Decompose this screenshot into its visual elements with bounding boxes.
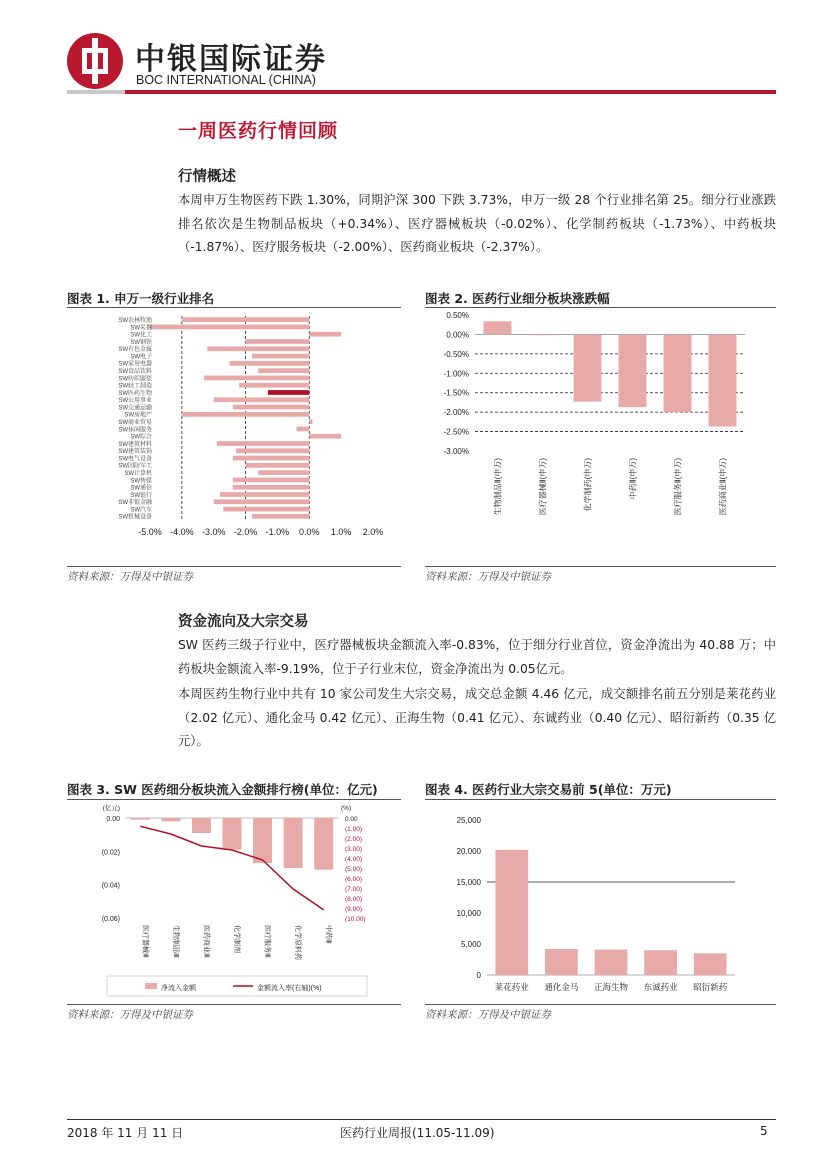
fig4-ytick-label: 20,000 (456, 847, 481, 856)
footer-page-number: 5 (760, 1124, 768, 1138)
fig3-bar (314, 818, 333, 870)
fig1-category-label: SW家用电器 (118, 361, 152, 368)
fig4-bar (694, 953, 727, 975)
fig3-right-tick-label: (6.00) (345, 876, 362, 883)
fig1-bar (297, 427, 310, 432)
fig2-chart (425, 308, 776, 563)
fig3-right-tick-label: (1.00) (345, 826, 362, 833)
fig1-category-label: SW建筑材料 (118, 441, 152, 448)
fig3-left-tick-label: (0.06) (101, 916, 120, 923)
overview-heading: 行情概述 (178, 169, 236, 185)
fig1-bar (207, 346, 309, 351)
fig4-category-label: 通化金马 (544, 982, 579, 992)
footer-report-name: 医药行业周报(11.05-11.09) (340, 1126, 495, 1140)
fig2-category-label: 医疗服务Ⅱ(申万) (673, 458, 683, 516)
fig3-category-label: 医疗器械Ⅲ (141, 925, 149, 958)
fig1-category-label: SW农林牧渔 (118, 318, 152, 325)
fig4-bar (545, 949, 578, 975)
fig1-bar (204, 376, 309, 381)
fig3-category-label: 化学制剂 (233, 925, 240, 953)
header-rule (125, 90, 776, 94)
fig1-category-label: SW银行 (130, 492, 152, 499)
fig3-title: 图表 3. SW 医药细分板块流入金额排行榜(单位：亿元) (67, 782, 378, 797)
fig1-bar (268, 390, 309, 395)
fig2-ytick-label: 0.00% (446, 330, 469, 340)
fig1-category-label: SW医药生物 (118, 390, 152, 397)
fig2-category-label: 医药商业Ⅱ(申万) (718, 458, 728, 516)
fig3-right-tick-label: (5.00) (345, 866, 362, 873)
fig1-bar (252, 514, 309, 519)
fig1-bar (217, 441, 309, 446)
fig4-category-label: 莱花药业 (494, 982, 529, 992)
fig1-bar (214, 499, 310, 504)
fig1-xtick-label: 0.0% (299, 527, 320, 537)
fig1-bar (233, 456, 309, 461)
fig1-bar (182, 412, 309, 417)
fig3-bar (223, 818, 242, 850)
fig1-category-label: SW商业贸易 (118, 420, 152, 427)
fig2-bar (529, 334, 557, 335)
fig1-title: 图表 1. 申万一级行业排名 (67, 291, 215, 306)
fig1-category-label: SW轻工制造 (118, 383, 152, 390)
fig4-bar (595, 950, 628, 975)
fig1-category-label: SW房地产 (124, 412, 152, 419)
fig1-bar (309, 434, 341, 439)
fig1-bar (258, 368, 309, 373)
fig3-right-tick-label: (3.00) (345, 846, 362, 853)
fig2-title: 图表 2. 医药行业细分板块涨跌幅 (425, 291, 610, 306)
fig4-ytick-label: 15,000 (456, 878, 481, 887)
fig1-bar (246, 339, 310, 344)
fig1-bar (220, 492, 309, 497)
fig4-category-label: 东诚药业 (643, 982, 678, 992)
fig1-bar (233, 478, 309, 483)
fig1-bar (309, 419, 312, 424)
fig3-left-axis-unit: (亿元) (102, 805, 120, 812)
fig1-bottom-rule (67, 566, 401, 567)
fig3-legend-bar-label: 净流入金额 (161, 985, 196, 992)
fig3-legend-line-label: 金额流入率(右轴)(%) (257, 985, 322, 992)
fig1-category-label: SW汽车 (130, 507, 152, 514)
fig4-category-label: 正海生物 (593, 982, 629, 992)
header-rule-grey (67, 90, 125, 94)
fig2-category-label: 生物制品Ⅱ(申万) (493, 458, 503, 516)
fig4-ytick-label: 10,000 (456, 909, 481, 918)
fig4-source: 资料来源：万得及中银证券 (425, 1009, 551, 1021)
fig2-ytick-label: -1.00% (443, 369, 469, 379)
fig2-category-label: 中药Ⅱ(申万) (628, 458, 638, 500)
fig3-category-label: 医药商业Ⅲ (202, 925, 210, 958)
fig1-chart (67, 308, 401, 563)
fig4-ytick-label: 5,000 (460, 940, 481, 949)
fig3-right-tick-label: (7.00) (345, 886, 362, 893)
fig3-bar (253, 818, 272, 863)
fig1-category-label: SW电子 (130, 354, 152, 361)
fig1-xtick-label: -1.0% (265, 527, 290, 537)
fig2-source: 资料来源：万得及中银证券 (425, 571, 551, 583)
fig2-category-label: 化学制药(申万) (583, 458, 593, 512)
fig1-category-label: SW有色金属 (118, 347, 152, 354)
capital-heading: 资金流向及大宗交易 (178, 614, 309, 630)
fig1-category-label: SW电气设备 (118, 456, 152, 463)
fig3-right-axis-unit: (%) (341, 805, 352, 812)
fig2-bar (574, 334, 602, 401)
fig1-category-label: SW纺织服装 (118, 376, 152, 383)
fig3-left-tick-label: (0.02) (101, 849, 120, 857)
fig3-bottom-rule (67, 1004, 401, 1005)
fig1-bar (258, 470, 309, 475)
fig3-bar (284, 818, 303, 868)
fig2-bar (664, 334, 692, 412)
fig3-bar (131, 818, 150, 820)
overview-paragraph: 本周申万生物医药下跌 1.30%，同期沪深 300 下跌 3.73%，申万一级 28 个行业排名第 25。细分行业涨跌排名依次是生物制品板块（+0.34%）、医疗器械板块（-0.02%）、化学制药板块（-1.73%）、中药板块（-1.87%）、医疗服务板块（-2.00%）、医药商业板块（-2.37%）。 (178, 193, 776, 254)
fig1-bar (309, 332, 341, 337)
fig1-bar (233, 485, 309, 490)
fig1-bar (182, 317, 309, 322)
fig2-category-label: 医疗器械Ⅱ(申万) (538, 458, 548, 516)
fig3-bar (161, 818, 180, 821)
fig4-bottom-rule (425, 1004, 776, 1005)
capital-paragraph-2: 本周医药生物行业中共有 10 家公司发生大宗交易，成交总金额 4.46 亿元，成交额排名前五分别是莱花药业（2.02 亿元）、通化金马 0.42 亿元）、正海生物（0.41 亿元）、东诚药业（0.40 亿元）、昭衍新药（0.35 亿元）。 (178, 687, 776, 748)
fig1-category-label: SW采掘 (130, 325, 152, 332)
fig2-ytick-label: -0.50% (443, 349, 469, 359)
fig3-right-tick-label: (4.00) (345, 856, 362, 863)
fig2-ytick-label: -2.50% (443, 427, 469, 437)
fig1-bar (150, 325, 309, 330)
fig1-bar (236, 448, 309, 453)
fig1-category-label: SW交通运输 (118, 405, 152, 412)
fig3-bar (192, 818, 211, 833)
fig1-bar (233, 405, 309, 410)
footer-rule (67, 1119, 776, 1120)
fig2-bar (484, 321, 512, 334)
fig1-category-label: SW化工 (130, 332, 152, 339)
fig4-bar (495, 850, 528, 975)
fig1-category-label: SW钢铁 (130, 339, 152, 346)
fig1-bar (230, 361, 310, 366)
fig3-category-label: 化学原料药 (294, 925, 302, 960)
fig3-source: 资料来源：万得及中银证券 (67, 1009, 193, 1021)
brand-name-en: BOC INTERNATIONAL (CHINA) (136, 73, 316, 87)
fig3-right-tick-label: (10.00) (345, 916, 366, 923)
fig2-ytick-label: 0.50% (446, 311, 469, 320)
fig4-ytick-label: 0 (476, 971, 481, 980)
capital-paragraph-1: SW 医药三级子行业中，医疗器械板块金额流入率-0.83%，位于细分行业首位，资金净流出为 40.88 万；中药板块金额流入率-9.19%，位于子行业末位，资金净流出为 0.05亿元。 (178, 638, 776, 676)
boc-logo-bar (92, 38, 98, 84)
fig1-xtick-label: -2.0% (233, 527, 258, 537)
fig4-chart (425, 800, 776, 1000)
fig1-category-label: SW通信 (130, 485, 152, 492)
fig1-category-label: SW传媒 (130, 478, 152, 485)
section-title: 一周医药行情回顾 (178, 120, 339, 142)
fig2-ytick-label: -3.00% (443, 447, 469, 456)
fig1-category-label: SW计算机 (124, 471, 152, 478)
fig2-bottom-rule (425, 566, 776, 567)
fig3-right-tick-label: (2.00) (345, 836, 362, 843)
fig2-ytick-label: -2.00% (443, 408, 469, 418)
fig1-category-label: SW休闲服务 (118, 427, 152, 434)
fig1-xtick-label: -5.0% (138, 527, 162, 537)
fig1-bar (214, 397, 310, 402)
fig1-bar (252, 354, 309, 359)
fig2-ytick-label: -1.50% (443, 388, 469, 398)
fig4-bar (644, 950, 677, 975)
fig1-bar (239, 383, 309, 388)
fig1-category-label: SW非银金融 (118, 500, 152, 507)
fig2-bar (709, 334, 737, 426)
fig1-bar (223, 507, 309, 512)
fig1-category-label: SW国防军工 (118, 463, 152, 470)
fig1-category-label: SW食品饮料 (118, 369, 152, 376)
fig3-category-label: 医疗服务Ⅲ (263, 925, 271, 958)
fig2-bar (619, 334, 647, 407)
fig4-category-label: 昭衍新药 (693, 982, 728, 992)
fig3-right-tick-label: 0.00 (345, 816, 358, 823)
fig1-xtick-label: 2.0% (362, 527, 384, 537)
fig3-left-tick-label: (0.04) (101, 882, 120, 890)
fig1-category-label: SW机械设备 (118, 514, 152, 521)
fig3-right-tick-label: (8.00) (345, 896, 362, 903)
fig1-category-label: SW公用事业 (118, 398, 152, 405)
fig3-chart (67, 800, 401, 1000)
fig3-right-tick-label: (9.00) (345, 906, 362, 913)
footer-date: 2018 年 11 月 11 日 (67, 1126, 184, 1140)
fig3-legend-bar-swatch (145, 983, 157, 989)
fig1-bar (246, 463, 310, 468)
fig1-category-label: SW建筑装饰 (118, 449, 152, 456)
fig4-ytick-label: 25,000 (456, 816, 481, 825)
fig1-source: 资料来源：万得及中银证券 (67, 571, 193, 583)
fig1-xtick-label: -4.0% (170, 527, 194, 537)
fig3-category-label: 中药Ⅲ (324, 925, 332, 944)
fig1-category-label: SW综合 (130, 434, 152, 441)
fig1-xtick-label: -3.0% (201, 527, 226, 537)
fig1-xtick-label: 1.0% (330, 527, 352, 537)
fig3-category-label: 生物制品Ⅲ (171, 925, 179, 958)
fig3-left-tick-label: 0.00 (106, 816, 120, 823)
brand-name-cn: 中银国际证券 (135, 42, 327, 77)
fig4-title: 图表 4. 医药行业大宗交易前 5(单位：万元) (425, 782, 672, 797)
